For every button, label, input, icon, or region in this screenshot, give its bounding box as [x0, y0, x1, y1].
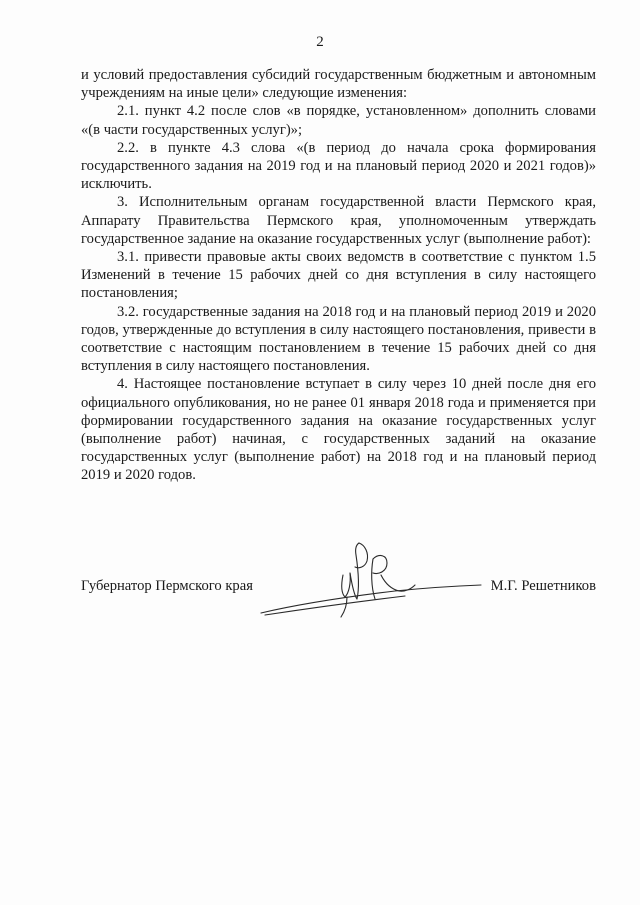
signatory-name: М.Г. Решетников	[490, 578, 596, 594]
paragraph-3-2: 3.2. государственные задания на 2018 год и на плановый период 2019 и 2020 годов, утвержденные до вступления в силу настоящего постановления, привести в соответствие с настоящим постановлением в течение 15 рабочих дней со дня вступления в силу настоящего постановления.	[81, 303, 596, 375]
page-number: 2	[316, 34, 324, 50]
paragraph-3-1: 3.1. привести правовые акты своих ведомств в соответствие с пунктом 1.5 Изменений в течение 15 рабочих дней со дня вступления в силу настоящего постановления;	[81, 249, 596, 302]
paragraph-3: 3. Исполнительным органам государственной власти Пермского края, Аппарату Правительства Пермского края, уполномоченным утверждать государственное задание на оказание государственных услуг (выполнение работ):	[81, 194, 596, 247]
paragraph-2-2: 2.2. в пункте 4.3 слова «(в период до начала срока формирования государственного задания на 2019 год и на плановый период 2020 и 2021 годов)» исключить.	[81, 139, 596, 193]
document-body	[81, 66, 596, 485]
signature-block	[81, 578, 596, 598]
signatory-position: Губернатор Пермского края	[81, 578, 253, 594]
paragraph-2-1: 2.1. пункт 4.2 после слов «в порядке, установленном» дополнить словами «(в части государственных услуг)»;	[81, 103, 596, 138]
paragraph-continuation: и условий предоставления субсидий государственным бюджетным и автономным учреждениям на иные цели» следующие изменения:	[81, 67, 596, 102]
paragraph-4: 4. Настоящее постановление вступает в силу через 10 дней после дня его официального опубликования, но не ранее 01 января 2018 года и применяется при формировании государственного задания на оказание государственных услуг (выполнение работ) начиная, с государственных заданий на оказание государственных услуг (выполнение работ) на 2018 год и на плановый период 2019 и 2020 годов.	[81, 376, 596, 484]
